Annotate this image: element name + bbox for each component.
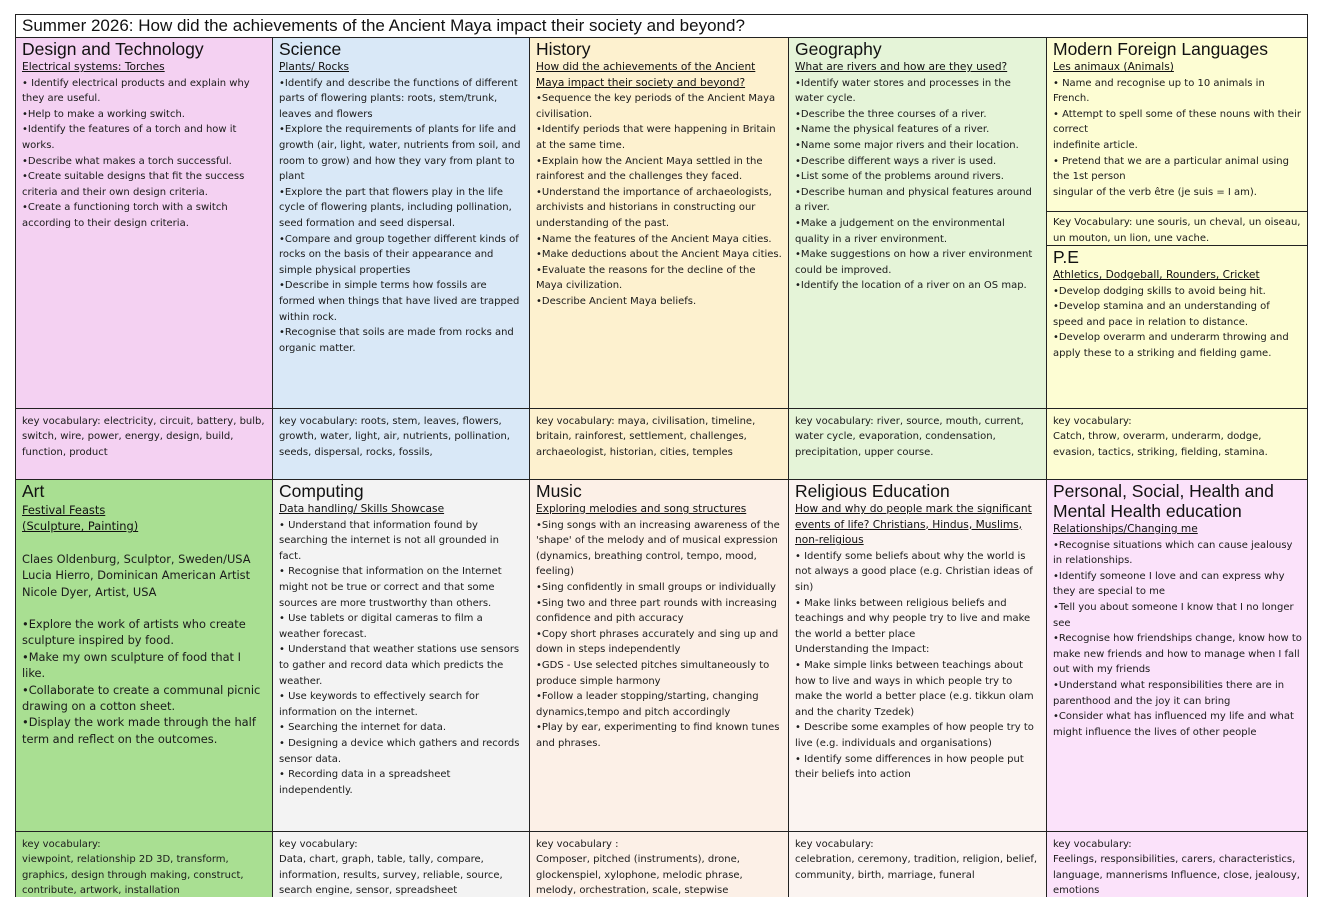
objective-item: •Create a functioning torch with a switch according to their design criteria. (22, 202, 228, 229)
re-vocab-cell (789, 832, 1047, 897)
science-vocab: key vocabulary: roots, stem, leaves, flowers, growth, water, light, air, nutrients, pollination, seeds, dispersal, rocks, fossils, (279, 416, 510, 458)
art-subtitle-1: Festival Feasts (22, 503, 106, 517)
pshe-subtitle: Relationships/Changing me (1053, 523, 1198, 535)
re-vocab-words: celebration, ceremony, tradition, religion, belief, community, birth, marriage, funeral (795, 854, 1038, 881)
re-cell (789, 480, 1047, 832)
objective-item: •Collaborate to create a communal picnic drawing on a cotton sheet. (22, 682, 261, 714)
computing-subject: Computing (279, 481, 364, 501)
objective-item: •Develop dodging skills to avoid being hit. (1053, 285, 1266, 297)
objective-item: •List some of the problems around rivers. (795, 171, 1004, 183)
objective-item: •Understand what responsibilities there are in parenthood and the joy it can bring (1053, 679, 1285, 707)
objective-item: •Make deductions about the Ancient Maya cities. (536, 249, 782, 261)
science-objectives (279, 76, 523, 357)
objective-item: •Identify the features of a torch and how it works. (22, 124, 237, 151)
geography-subtitle: What are rivers and how are they used? (795, 61, 1008, 73)
art-vocab (22, 833, 266, 897)
objective-item: • Make links between religious beliefs and teachings and why people try to live and make the world a better place (795, 597, 1031, 640)
re-subtitle: How and why do people mark the significant events of life? Christians, Hindus, Muslims, non-religious (795, 503, 1032, 547)
art-subtitle-2: (Sculpture, Painting) (22, 519, 139, 534)
dt-subtitle: Electrical systems: Torches (22, 61, 165, 73)
objective-item: singular of the verb être (je suis = I am). (1053, 186, 1257, 198)
dt-vocab-cell (16, 409, 273, 480)
mfl-cell (1047, 38, 1308, 212)
objective-item: Lucia Hierro, Dominican American Artist (22, 568, 251, 583)
objective-item: •Recognise situations which can cause jealousy in relationships. (1053, 539, 1293, 567)
objective-item: •Recognise that soils are made from rocks and organic matter. (279, 327, 514, 354)
dt-cell (16, 38, 273, 409)
re-subject: Religious Education (795, 481, 950, 501)
objective-item: •Describe human and physical features around a river. (795, 186, 1032, 214)
re-vocab (795, 833, 1040, 883)
objective-item: •Compare and group together different kinds of rocks on the basis of their appearance and simple physical properties (279, 233, 519, 276)
pe-vocab-words: Catch, throw, overarm, underarm, dodge, evasion, tactics, striking, fielding, stamina. (1053, 431, 1268, 458)
history-vocab-cell (530, 409, 789, 480)
music-objectives (536, 518, 782, 752)
science-vocab-cell (273, 409, 530, 480)
mfl-key-vocab: Key Vocabulary: une souris, un cheval, un oiseau, un mouton, un lion, une vache. (1053, 217, 1301, 244)
objective-item: •Develop stamina and an understanding of speed and pace in relation to distance. (1053, 301, 1270, 328)
history-subject: History (536, 39, 591, 59)
objective-item: indefinite article. (1053, 139, 1138, 151)
geography-cell (789, 38, 1047, 409)
pshe-objectives (1053, 538, 1303, 741)
pe-subject: P.E (1053, 247, 1079, 267)
objective-item: •Explore the requirements of plants for life and growth (air, light, water, nutrients from soil, and room to grow) and how they vary from plant to plant (279, 124, 521, 183)
objective-item: •Make a judgement on the environmental quality in a river environment. (795, 217, 1005, 245)
music-cell (530, 480, 789, 832)
objective-item: •Evaluate the reasons for the decline of the Maya civilization. (536, 264, 756, 292)
science-subtitle: Plants/ Rocks (279, 61, 349, 73)
objective-item: •Sing two and three part rounds with increasing confidence and pith accuracy (536, 597, 777, 625)
art-objectives (22, 616, 266, 747)
objective-item: •Sing songs with an increasing awareness of the 'shape' of the melody and of musical expression (dynamics, breathing control, tempo, mood, feeling) (536, 519, 780, 578)
pshe-vocab-label: key vocabulary: (1053, 839, 1132, 850)
art-cell (16, 480, 273, 832)
objective-item: • Identify some differences in how people put their beliefs into action (795, 753, 1024, 781)
pe-vocab-label: key vocabulary: (1053, 416, 1132, 427)
computing-subtitle: Data handling/ Skills Showcase (279, 503, 445, 515)
dt-subject: Design and Technology (22, 39, 204, 59)
music-vocab-cell (530, 832, 789, 897)
geography-vocab: key vocabulary: river, source, mouth, current, water cycle, evaporation, condensation, precipitation, upper course. (795, 416, 1024, 458)
objective-item: •Make suggestions on how a river environment could be improved. (795, 249, 1033, 276)
re-vocab-label: key vocabulary: (795, 839, 874, 850)
objective-item: • Understand that weather stations use sensors to gather and record data which predicts the weather. (279, 644, 520, 687)
objective-item: •Play by ear, experimenting to find known tunes and phrases. (536, 722, 780, 749)
objective-item: Understanding the Impact: (795, 644, 930, 656)
objective-item: •Sequence the key periods of the Ancient Maya civilisation. (536, 93, 776, 120)
art-vocab-label: key vocabulary: (22, 839, 101, 850)
objective-item: •Help to make a working switch. (22, 108, 185, 120)
pe-objectives (1053, 284, 1303, 362)
computing-vocab-words: Data, chart, graph, table, tally, compare, information, results, survey, reliable, source, search engine, sensor, spreadsheet (279, 854, 503, 897)
pe-vocab-cell (1047, 409, 1308, 480)
art-subject: Art (22, 481, 45, 501)
objective-item: •Identify the location of a river on an OS map. (795, 280, 1027, 292)
geography-subject: Geography (795, 39, 882, 59)
science-cell (273, 38, 530, 409)
objective-item: • Use tablets or digital cameras to film a weather forecast. (279, 613, 483, 640)
objective-item: • Pretend that we are a particular animal using the 1st person (1053, 155, 1289, 183)
science-subject: Science (279, 39, 342, 59)
objective-item: • Recording data in a spreadsheet independently. (279, 769, 451, 796)
history-vocab: key vocabulary: maya, civilisation, timeline, britain, rainforest, settlement, challenges, archaeologist, historian, cities, temples (536, 416, 756, 458)
objective-item: •Develop overarm and underarm throwing and apply these to a striking and fielding game. (1053, 332, 1289, 359)
objective-item: • Name and recognise up to 10 animals in French. (1053, 77, 1265, 105)
music-vocab-words: Composer, pitched (instruments), drone, glockenspiel, xylophone, melodic phrase, melody, orchestration, scale, stepwise (536, 854, 743, 897)
pshe-vocab-words: Feelings, responsibilities, carers, characteristics, language, mannerisms Influence, close, jealousy, emotions (1053, 854, 1300, 897)
pe-subtitle: Athletics, Dodgeball, Rounders, Cricket (1053, 269, 1260, 281)
objective-item: • Identify some beliefs about why the world is not always a good place (e.g. Christian ideas of sin) (795, 550, 1033, 593)
history-objectives (536, 91, 782, 309)
objective-item: •Describe the three courses of a river. (795, 108, 987, 120)
objective-item: •Explain how the Ancient Maya settled in the rainforest and the challenges they faced. (536, 155, 763, 183)
mfl-subject: Modern Foreign Languages (1053, 39, 1269, 59)
objective-item: •Name the physical features of a river. (795, 124, 990, 136)
objective-item: •Create suitable designs that fit the success criteria and their own design criteria. (22, 171, 245, 198)
re-objectives (795, 549, 1040, 783)
objective-item: •Explore the work of artists who create sculpture inspired by food. (22, 617, 246, 648)
music-vocab (536, 833, 782, 897)
objective-item: •Tell you about someone I know that I no longer see (1053, 601, 1294, 629)
geography-objectives (795, 76, 1040, 294)
pe-vocab (1053, 410, 1303, 460)
music-subtitle: Exploring melodies and song structures (536, 503, 747, 515)
objective-item: Claes Oldenburg, Sculptor, Sweden/USA (22, 551, 251, 566)
pshe-vocab-cell (1047, 832, 1308, 897)
objective-item: •Describe in simple terms how fossils are formed when things that have lived are trapped within rock. (279, 280, 520, 323)
objective-item: •Describe what makes a torch successful. (22, 155, 232, 167)
mfl-subtitle: Les animaux (Animals) (1053, 61, 1174, 73)
objective-item: •Describe Ancient Maya beliefs. (536, 295, 697, 307)
objective-item: •Name the features of the Ancient Maya cities. (536, 233, 772, 245)
history-subtitle: How did the achievements of the Ancient Maya impact their society and beyond? (536, 61, 756, 89)
objective-item: •Follow a leader stopping/starting, changing dynamics,tempo and pitch accordingly (536, 691, 759, 718)
computing-vocab-cell (273, 832, 530, 897)
objective-item: • Attempt to spell some of these nouns with their correct (1053, 108, 1301, 136)
objective-item: •Describe different ways a river is used. (795, 155, 997, 167)
objective-item: •Identify someone I love and can express why they are special to me (1053, 570, 1285, 598)
objective-item: • Use keywords to effectively search for information on the internet. (279, 691, 480, 718)
objective-item: •Recognise how friendships change, know how to make new friends and how to manage when I fall out with my friends (1053, 633, 1302, 676)
objective-item: • Make simple links between teachings about how to live and ways in which people try to make the world a better place (e.g. tikkun olam and the charity Tzedek) (795, 659, 1034, 718)
page-title: Summer 2026: How did the achievements of the Ancient Maya impact their society and beyond? (16, 15, 1307, 38)
music-vocab-label: key vocabulary : (536, 839, 619, 850)
pe-cell (1047, 246, 1308, 409)
computing-vocab (279, 833, 523, 897)
curriculum-sheet (15, 14, 1308, 897)
geography-vocab-cell (789, 409, 1047, 480)
computing-vocab-label: key vocabulary: (279, 839, 358, 850)
objective-item: •Make my own sculpture of food that I like. (22, 649, 241, 681)
objective-item: •Understand the importance of archaeologists, archivists and historians in constructing our understanding of the past. (536, 186, 772, 229)
computing-objectives (279, 518, 523, 799)
music-subject: Music (536, 481, 582, 501)
mfl-vocab-cell (1047, 212, 1308, 246)
objective-item: •Identify periods that were happening in Britain at the same time. (536, 124, 776, 151)
objective-item: •Display the work made through the half term and reflect on the outcomes. (22, 715, 256, 746)
objective-item: • Designing a device which gathers and records sensor data. (279, 737, 520, 765)
dt-vocab: key vocabulary: electricity, circuit, battery, bulb, switch, wire, power, energy, design, build, function, product (22, 416, 265, 458)
dt-objectives (22, 76, 266, 232)
art-vocab-cell (16, 832, 273, 897)
pshe-cell (1047, 480, 1308, 832)
objective-item: •Identify and describe the functions of different parts of flowering plants: roots, stem/trunk, leaves and flowers (279, 77, 518, 120)
objective-item: •GDS - Use selected pitches simultaneously to produce simple harmony (536, 659, 770, 687)
objective-item: Nicole Dyer, Artist, USA (22, 584, 157, 599)
pshe-vocab (1053, 833, 1303, 897)
objective-item: •Sing confidently in small groups or individually (536, 581, 776, 593)
objective-item: • Recognise that information on the Internet might not be true or correct and that some sources are more trustworthy than others. (279, 566, 502, 609)
objective-item: •Name some major rivers and their location. (795, 139, 1019, 151)
art-vocab-words: viewpoint, relationship 2D 3D, transform, graphics, design through making, construct, contribute, artwork, installation (22, 854, 244, 897)
objective-item: •Copy short phrases accurately and sing up and down in steps independently (536, 628, 779, 656)
objective-item: •Identify water stores and processes in the water cycle. (795, 77, 1011, 105)
objective-item: • Identify electrical products and explain why they are useful. (22, 77, 250, 105)
pshe-subject: Personal, Social, Health and Mental Health education (1053, 481, 1274, 521)
objective-item: •Consider what has influenced my life and what might influence the lives of other people (1053, 711, 1294, 738)
objective-item: • Understand that information found by searching the internet is not all grounded in fact. (279, 519, 499, 562)
history-cell (530, 38, 789, 409)
objective-item: • Searching the internet for data. (279, 722, 447, 734)
mfl-objectives (1053, 76, 1303, 201)
objective-item: • Describe some examples of how people try to live (e.g. individuals and organisations) (795, 722, 1034, 749)
computing-cell (273, 480, 530, 832)
art-artists (22, 551, 266, 600)
objective-item: •Explore the part that flowers play in the life cycle of flowering plants, including pollination, seed formation and seed dispersal. (279, 186, 512, 229)
